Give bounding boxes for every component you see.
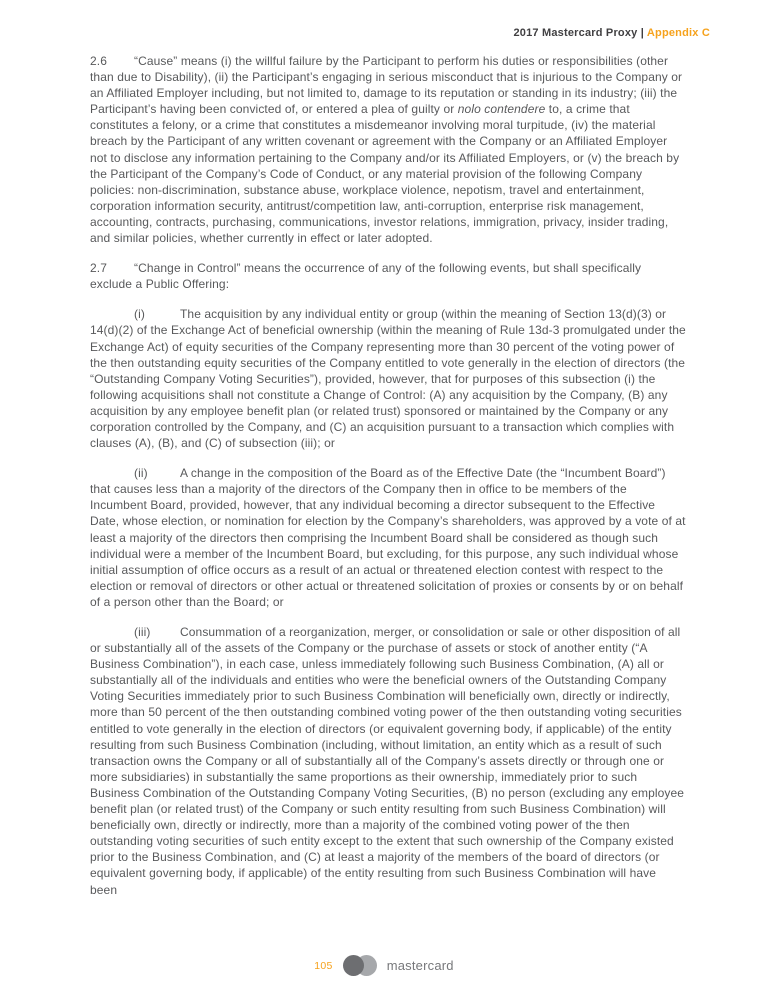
page-number: 105: [314, 959, 333, 972]
mastercard-wordmark: mastercard: [386, 958, 454, 973]
section-number-2-7: 2.7: [90, 261, 107, 276]
logo-circle-left: [343, 955, 364, 976]
section-2-6-text-before-italic: “Cause” means (i) the willful failure by the Participant to perform his duties or responsibilities (other than due to Disability), (ii) the Participant’s engaging in serious misconduct that is injurious to the Company or an Affiliated Employer including, but not limited to, damage to its reputation or standing in its industry; (iii) the Participant’s having been convicted of, or entered a plea of guilty or: [90, 54, 683, 117]
clause-iii-paragraph: [90, 624, 686, 898]
page-header: [513, 27, 710, 39]
mastercard-logo-icon: [343, 955, 377, 976]
header-appendix-label: Appendix C: [646, 27, 710, 39]
document-body: [90, 53, 686, 898]
clause-i-text: The acquisition by any individual entity or group (within the meaning of Section 13(d)(3) or 14(d)(2) of the Exchange Act of beneficial ownership (within the meaning of Rule 13d-3 promulgated under the Exchange Act) of equity securities of the Company representing more than 30 percent of the voting power of the then outstanding equity securities of the Company entitled to vote generally in the election of directors (the “Outstanding Company Voting Securities”), provided, however, that for purposes of this subsection (i) the following acquisitions shall not constitute a Change of Control: (A) any acquisition by the Company, (B) any acquisition by any employee benefit plan (or related trust) sponsored or maintained by the Company or any corporation controlled by the Company, and (C) an acquisition pursuant to a transaction which complies with clauses (A), (B), and (C) of subsection (iii); or: [90, 307, 686, 451]
clause-ii-paragraph: [90, 465, 686, 610]
header-document-title: 2017 Mastercard Proxy |: [513, 27, 647, 39]
section-number-2-6: 2.6: [90, 54, 107, 68]
page-footer: [0, 955, 768, 976]
clause-number-ii: (ii): [134, 466, 148, 481]
clause-number-i: (i): [134, 307, 145, 322]
section-2-7-paragraph: [90, 260, 686, 292]
section-2-7-text: “Change in Control” means the occurrence of any of the following events, but shall specifically exclude a Public Offering:: [90, 261, 642, 292]
clause-ii-text: A change in the composition of the Board as of the Effective Date (the “Incumbent Board”) that causes less than a majority of the directors of the Company then in office to be members of the Incumbent Board, provided, however, that any individual becoming a director subsequent to the Effective Date, whose election, or nomination for election by the Company’s shareholders, was approved by a vote of at least a majority of the directors then comprising the Incumbent Board shall be considered as though such individual were a member of the Incumbent Board, but excluding, for this purpose, any such individual whose initial assumption of office occurs as a result of an actual or threatened election contest with respect to the election or removal of directors or other actual or threatened solicitation of proxies or consents by or on behalf of a person other than the Board; or: [90, 466, 686, 609]
section-2-6-text-after-italic: to, a crime that constitutes a felony, or a crime that constitutes a misdemeanor involving moral turpitude, (iv) the material breach by the Participant of any written covenant or agreement with the Company or an Affiliated Employer not to disclose any information pertaining to the Company and/or its Affiliated Employers, or (v) the breach by the Participant of the Company’s Code of Conduct, or any material provision of the following Company policies: non-discrimination, substance abuse, workplace violence, nepotism, travel and entertainment, corporation information security, antitrust/competition law, anti-corruption, enterprise risk management, accounting, contracts, purchasing, communications, investor relations, immigration, privacy, insider trading, and similar policies, whether currently in effect or later adopted.: [90, 102, 680, 246]
clause-iii-text: Consummation of a reorganization, merger, or consolidation or sale or other disposition of all or substantially all of the assets of the Company or the purchase of assets or stock of another entity (“A Business Combination”), in each case, unless immediately following such Business Combination, (A) all or substantially all of the individuals and entities who were the beneficial owners of the Outstanding Company Voting Securities immediately prior to such Business Combination will beneficially own, directly or indirectly, more than 50 percent of the then outstanding combined voting power of the then outstanding voting securities entitled to vote generally in the election of directors (or equivalent governing body, if applicable) of the entity resulting from such Business Combination (including, without limitation, an entity which as a result of such transaction owns the Company or all of substantially all of the Company’s assets directly or through one or more subsidiaries) in substantially the same proportions as their ownership, immediately prior to such Business Combination of the Outstanding Company Voting Securities, (B) no person (excluding any employee benefit plan (or related trust) of the Company or such entity resulting from such Business Combination) will beneficially own, directly or indirectly, more than a majority of the combined voting power of the then outstanding voting securities of such entity except to the extent that such ownership of the Company existed prior to the Business Combination, and (C) at least a majority of the members of the board of directors (or equivalent governing body, if applicable) of the entity resulting from such Business Combination will have been: [90, 625, 685, 897]
section-2-6-paragraph: [90, 53, 686, 246]
clause-number-iii: (iii): [134, 625, 151, 639]
clause-i-paragraph: [90, 306, 686, 451]
section-2-6-italic-phrase: nolo contendere: [457, 102, 546, 117]
